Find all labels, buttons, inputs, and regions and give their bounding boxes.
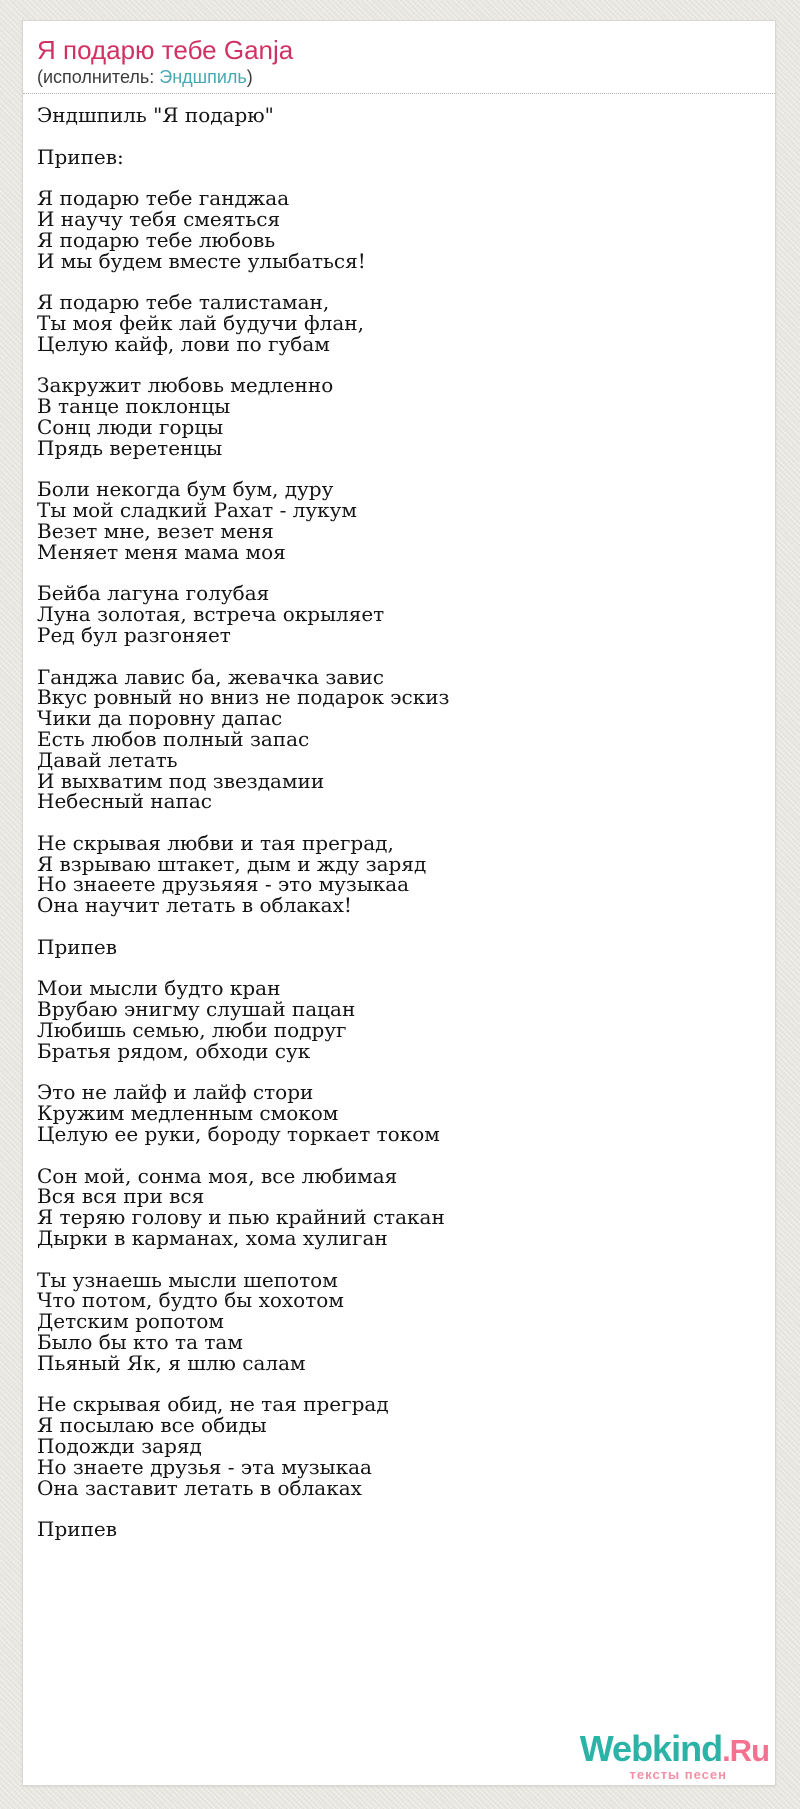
lyric-line: Я подарю тебе талистаман, — [37, 290, 330, 315]
lyric-line: Везет мне, везет меня — [37, 518, 274, 543]
lyric-line — [37, 1374, 775, 1395]
lyric-line: Я подарю тебе ганджаа — [37, 186, 290, 211]
lyric-line: Ред бул разгоняет — [37, 622, 231, 647]
site-footer — [579, 1728, 769, 1782]
lyric-line: И научу тебя смеяться — [37, 206, 281, 231]
lyric-line: Но знаеете друзьяяя - это музыкаа — [37, 872, 410, 897]
lyric-line: Прядь веретенцы — [37, 435, 223, 460]
lyric-line: Чики да поровну дапас — [37, 706, 283, 731]
lyric-line: Сонц люди горцы — [37, 414, 224, 439]
lyric-line: Она заставит летать в облаках — [37, 1475, 362, 1500]
lyric-line: Мои мысли будто кран — [37, 976, 281, 1001]
lyric-line — [37, 812, 775, 833]
lyric-line: Припев — [37, 934, 117, 959]
lyric-line — [37, 563, 775, 584]
lyric-line: Что потом, будто бы хохотом — [37, 1288, 344, 1313]
lyric-line: Врубаю энигму слушай пацан — [37, 997, 356, 1022]
lyric-line: Братья рядом, обходи сук — [37, 1038, 311, 1063]
lyric-line: Меняет меня мама моя — [37, 539, 286, 564]
lyric-line: Давай летать — [37, 747, 178, 772]
lyric-line: Бейба лагуна голубая — [37, 581, 270, 606]
lyric-line: Ганджа лавис ба, жевачка завис — [37, 664, 384, 689]
lyric-line: Пьяный Як, я шлю салам — [37, 1350, 306, 1375]
lyric-line: Ты моя фейк лай будучи флан, — [37, 310, 364, 335]
lyric-line: Я взрываю штакет, дым и жду заряд — [37, 851, 427, 876]
lyric-line: Вкус ровный но вниз не подарок эскиз — [37, 685, 450, 710]
lyric-line — [37, 916, 775, 937]
lyric-line — [37, 126, 775, 147]
lyric-line: Луна золотая, встреча окрыляет — [37, 602, 385, 627]
lyric-line: Это не лайф и лайф стори — [37, 1080, 314, 1105]
lyric-line: Я подарю тебе любовь — [37, 227, 276, 252]
lyric-line — [37, 646, 775, 667]
lyric-line: Целую кайф, лови по губам — [37, 331, 330, 356]
lyric-line — [37, 1249, 775, 1270]
lyric-line: Но знаете друзья - эта музыкаа — [37, 1454, 372, 1479]
lyric-line — [37, 167, 775, 188]
lyric-line: Ты узнаешь мысли шепотом — [37, 1267, 338, 1292]
lyric-line: Есть любов полный запас — [37, 726, 310, 751]
logo-ru-text: .Ru — [722, 1733, 769, 1768]
lyric-line: И мы будем вместе улыбаться! — [37, 248, 366, 273]
lyric-line: Боли некогда бум бум, дуру — [37, 477, 334, 502]
lyric-line: Закружит любовь медленно — [37, 373, 334, 398]
artist-link[interactable]: Эндшпиль — [159, 67, 247, 87]
lyric-line: Не скрывая обид, не тая преград — [37, 1392, 389, 1417]
lyric-line — [37, 1498, 775, 1519]
artist-label: (исполнитель: — [37, 67, 160, 87]
lyric-line: Подожди заряд — [37, 1434, 202, 1458]
lyric-line: И выхватим под звездамии — [37, 768, 325, 793]
lyric-line — [37, 958, 775, 979]
logo-webkind-text: Webkind — [579, 1728, 723, 1769]
lyric-line: Сон мой, сонма моя, все любимая — [37, 1163, 398, 1188]
lyric-line: Я теряю голову и пью крайний стакан — [37, 1205, 445, 1230]
artist-suffix: ) — [246, 67, 253, 87]
lyric-line: Дырки в карманах, хома хулиган — [37, 1226, 388, 1251]
logo-tagline: тексты песен — [629, 1767, 727, 1782]
lyric-line — [37, 271, 775, 292]
lyrics-text — [23, 105, 775, 1540]
lyric-line: Ты мой сладкий Рахат - лукум — [37, 498, 357, 523]
lyric-line: Кружим медленным смоком — [37, 1101, 339, 1126]
lyric-line — [37, 459, 775, 480]
artist-line — [37, 67, 775, 93]
webkind-logo[interactable] — [579, 1728, 769, 1769]
lyric-line: Детским ропотом — [37, 1309, 224, 1334]
lyric-line: Припев: — [37, 144, 124, 169]
lyric-line: Не скрывая любви и тая преград, — [37, 830, 394, 855]
lyric-line: Любишь семью, люби подруг — [37, 1018, 347, 1043]
lyric-line — [37, 1145, 775, 1166]
song-header — [23, 21, 775, 94]
lyric-line — [37, 355, 775, 376]
lyric-line: Припев — [37, 1517, 117, 1542]
lyric-line: Она научит летать в облаках! — [37, 893, 352, 918]
lyric-line: В танце поклонцы — [37, 394, 231, 419]
lyric-line: Эндшпиль "Я подарю" — [37, 103, 274, 127]
lyric-line: Было бы кто та там — [37, 1330, 243, 1355]
content-panel — [22, 20, 776, 1786]
lyric-line: Я посылаю все обиды — [37, 1413, 267, 1438]
song-title: Я подарю тебе Ganja — [37, 35, 294, 65]
lyric-line: Вся вся при вся — [37, 1184, 205, 1209]
lyric-line: Небесный напас — [37, 789, 212, 814]
lyric-line — [37, 1062, 775, 1083]
lyric-line: Целую ее руки, бороду торкает током — [37, 1122, 440, 1147]
